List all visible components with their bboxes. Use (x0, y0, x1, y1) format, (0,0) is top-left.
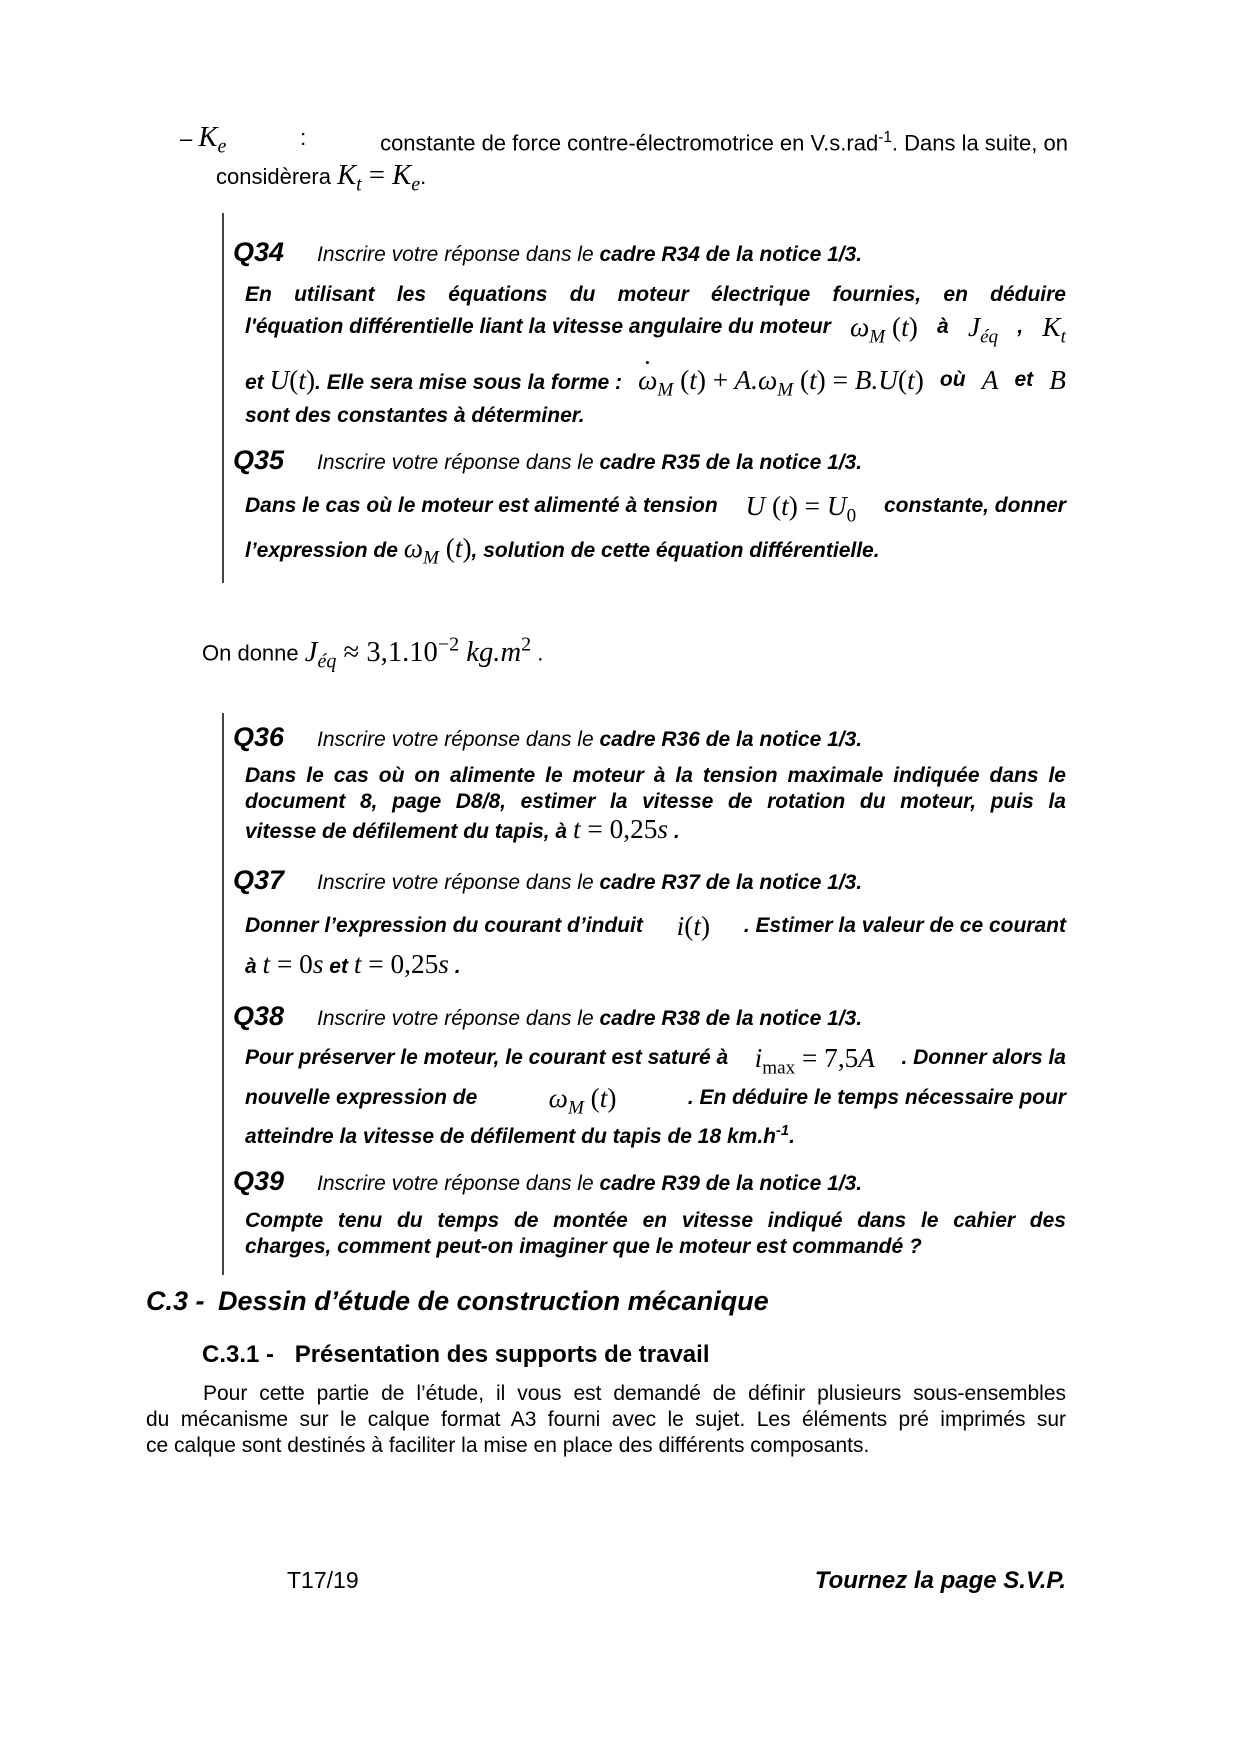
q39-instruction: Inscrire votre réponse dans le cadre R39 de la notice 1/3. (317, 1172, 863, 1195)
q35-number: Q35 (233, 445, 285, 475)
paragraph-line-2: du mécanisme sur le calque format A3 fourni avec le sujet. Les éléments pré imprimés sur (146, 1408, 1066, 1431)
q38-line-3: atteindre la vitesse de défilement du tapis de 18 $km.h^{-1}$. (245, 1123, 795, 1148)
page-number: T17/19 (287, 1567, 359, 1593)
q34-line-1: En utilisant les équations du moteur électrique fournies, en déduire (245, 283, 1066, 306)
time-025s-formula: t = 0,25s (572, 814, 668, 844)
constant-a: A (981, 365, 999, 395)
q39-header (233, 1167, 862, 1198)
section-heading (146, 1286, 769, 1317)
q34-line-2: l'équation différentielle liant la vitesse angulaire du moteur $\omega_M$ (t) à $J_{éq}$ , $K_t$ (245, 313, 1066, 351)
q38-header (233, 1002, 862, 1033)
q37-header (233, 866, 862, 897)
kt-symbol: $K_t$ (1042, 312, 1066, 348)
q38-number: Q38 (233, 1001, 285, 1031)
q36-line-3: vitesse de défilement du tapis, à t = 0,25s . (245, 814, 680, 844)
q35-header (233, 446, 862, 477)
q35-instruction: Inscrire votre réponse dans le cadre R35 de la notice 1/3. (317, 451, 863, 474)
paragraph-line-1: Pour cette partie de l’étude, il vous est demandé de définir plusieurs sous-ensembles (203, 1382, 1066, 1405)
subsection-heading (202, 1341, 710, 1369)
question-block-border (222, 213, 224, 583)
given-value-line: On donne $J_{éq} \approx 3,1.10^{-2}$ $kg.m^2$ . (202, 633, 544, 673)
omega-m-of-t: $\omega_M$ (t) (403, 533, 472, 569)
i-max-formula: $i_{max} = 7,5A$ (754, 1043, 875, 1079)
ke-colon: : (300, 125, 307, 150)
q34-line-3: et U(t). Elle sera mise sous la forme : • $\omega_M$ $(t) + A.\omega_M$ (t) = B.U(t) où A et B (245, 366, 1066, 404)
q36-header (233, 723, 862, 754)
q38-line-1: Pour préserver le moteur, le courant est saturé à $i_{max} = 7,5A$ . Donner alors la (245, 1044, 1066, 1082)
subsection-title: Présentation des supports de travail (294, 1341, 710, 1368)
q37-line-1: Donner l’expression du courant d’induit i(t) . Estimer la valeur de ce courant (245, 911, 1066, 941)
ke-after-text: . Dans la suite, on (891, 130, 1068, 156)
subsection-number: C.3.1 - (202, 1341, 275, 1368)
on-donne-text: On donne (202, 640, 299, 666)
q36-line-1: Dans le cas où on alimente le moteur à la tension maximale indiquée dans le (245, 764, 1066, 787)
q34-header (233, 238, 862, 269)
section-number: C.3 - (146, 1286, 205, 1316)
omega-m-of-t: $\omega_M$ (t) (548, 1083, 617, 1119)
turn-page-note: Tournez la page S.V.P. (814, 1567, 1066, 1594)
q36-line-2: document 8, page D8/8, estimer la vitesse de rotation du moteur, puis la (245, 790, 1066, 813)
q37-line-2: à t = 0s et t = 0,25s . (245, 949, 461, 979)
q38-instruction: Inscrire votre réponse dans le cadre R38 de la notice 1/3. (317, 1007, 863, 1030)
i-of-t: i(t) (676, 911, 711, 941)
ke-symbol: $K_e$ (198, 122, 227, 158)
q37-instruction: Inscrire votre réponse dans le cadre R37 de la notice 1/3. (317, 871, 863, 894)
q39-line-2: charges, comment peut-on imaginer que le moteur est commandé ? (245, 1235, 922, 1258)
j-eq-symbol: $J_{éq}$ (967, 312, 999, 348)
q36-number: Q36 (233, 722, 285, 752)
q35-line-2: l’expression de $\omega_M$ (t), solution de cette équation différentielle. (245, 533, 880, 569)
q38-line-2: nouvelle expression de $\omega_M$ (t) . En déduire le temps nécessaire pour (245, 1084, 1066, 1122)
q34-number: Q34 (233, 237, 285, 267)
paragraph-line-3: ce calque sont destinés à faciliter la mise en place des différents composants. (146, 1434, 870, 1457)
question-block-border (222, 713, 224, 1275)
kt-equals-ke-formula: $K_t = K_e$ (337, 160, 421, 196)
q37-number: Q37 (233, 865, 285, 895)
section-title: Dessin d’étude de construction mécanique (218, 1286, 769, 1316)
ke-unit-exponent: -1 (878, 129, 892, 146)
omega-m-of-t: $\omega_M$ (t) (849, 312, 918, 348)
consider-line: considèrera $K_t = K_e$. (216, 160, 427, 196)
ke-text: constante de force contre-électromotrice en V.s.rad (380, 130, 879, 156)
q34-line-4: sont des constantes à déterminer. (245, 404, 585, 427)
q39-line-1: Compte tenu du temps de montée en vitesse indiqué dans le cahier des (245, 1209, 1066, 1232)
time-025s-formula: t = 0,25s (353, 949, 449, 979)
differential-equation-formula: • $\omega_M$ $(t) + A.\omega_M$ (t) = B.U(t) (638, 366, 924, 404)
q34-instruction: Inscrire votre réponse dans le cadre R34 de la notice 1/3. (317, 243, 863, 266)
u-of-t: U(t) (269, 365, 316, 395)
dash-bullet: – (180, 126, 193, 151)
j-eq-value-formula: $J_{éq} \approx 3,1.10^{-2}$ $kg.m^2$ (304, 633, 532, 673)
u-equals-u0-formula: U $(t) = U_0$ (745, 491, 857, 527)
q39-number: Q39 (233, 1166, 285, 1196)
q36-instruction: Inscrire votre réponse dans le cadre R36 de la notice 1/3. (317, 728, 863, 751)
q35-line-1: Dans le cas où le moteur est alimenté à tension U $(t) = U_0$ constante, donner (245, 492, 1066, 530)
consider-text: considèrera (216, 164, 331, 189)
time-0s-formula: t = 0s (262, 949, 324, 979)
constant-b: B (1049, 365, 1066, 395)
subsection-paragraph (146, 1381, 1066, 1459)
